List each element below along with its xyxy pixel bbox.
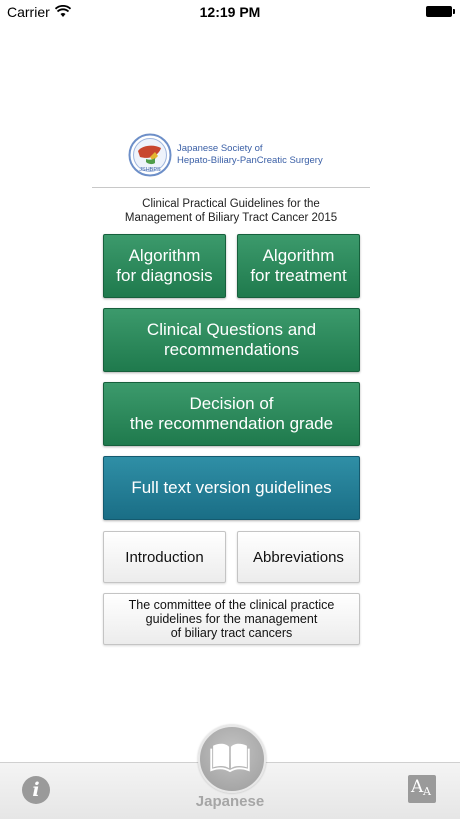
full-text-button[interactable] — [103, 456, 360, 520]
introduction-button[interactable] — [103, 531, 226, 583]
status-bar — [0, 0, 460, 24]
font-size-big-glyph: A — [411, 777, 424, 797]
book-icon — [200, 727, 260, 787]
society-logo — [128, 133, 348, 179]
font-size-icon[interactable] — [408, 775, 436, 803]
committee-button[interactable] — [103, 593, 360, 645]
guidelines-title-line1: Clinical Practical Guidelines for the — [142, 198, 320, 210]
society-name-line1: Japanese Society of — [177, 143, 263, 154]
info-icon[interactable]: i — [22, 776, 50, 804]
recommendation-grade-label: Decision of the recommendation grade — [129, 394, 334, 433]
emblem-text: JSHBPS — [139, 167, 161, 173]
japanese-label[interactable]: Japanese — [195, 793, 265, 810]
society-name — [177, 143, 323, 167]
abbreviations-label: Abbreviations — [253, 548, 344, 566]
society-name-line2: Hepato-Biliary-PanCreatic Surgery — [177, 155, 323, 166]
algorithm-treatment-label: Algorithm for treatment — [250, 246, 347, 285]
font-size-small-glyph: A — [423, 785, 431, 798]
abbreviations-button[interactable] — [237, 531, 360, 583]
battery-icon — [426, 6, 452, 17]
introduction-label: Introduction — [125, 548, 204, 566]
japanese-button[interactable] — [198, 725, 266, 793]
algorithm-treatment-button[interactable] — [237, 234, 360, 298]
header-divider — [92, 187, 370, 188]
recommendation-grade-button[interactable] — [103, 382, 360, 446]
status-time: 12:19 PM — [199, 4, 261, 20]
committee-label: The committee of the clinical practice guidelines for the management of biliary tract cancers — [128, 598, 335, 640]
algorithm-diagnosis-button[interactable] — [103, 234, 226, 298]
clinical-questions-button[interactable] — [103, 308, 360, 372]
clinical-questions-label: Clinical Questions and recommendations — [146, 320, 317, 359]
carrier-label: Carrier — [7, 4, 50, 20]
full-text-label: Full text version guidelines — [131, 478, 332, 497]
guidelines-title — [92, 197, 370, 225]
algorithm-diagnosis-label: Algorithm for diagnosis — [116, 246, 213, 285]
society-emblem-icon — [128, 133, 172, 177]
guidelines-title-line2: Management of Biliary Tract Cancer 2015 — [124, 212, 338, 224]
